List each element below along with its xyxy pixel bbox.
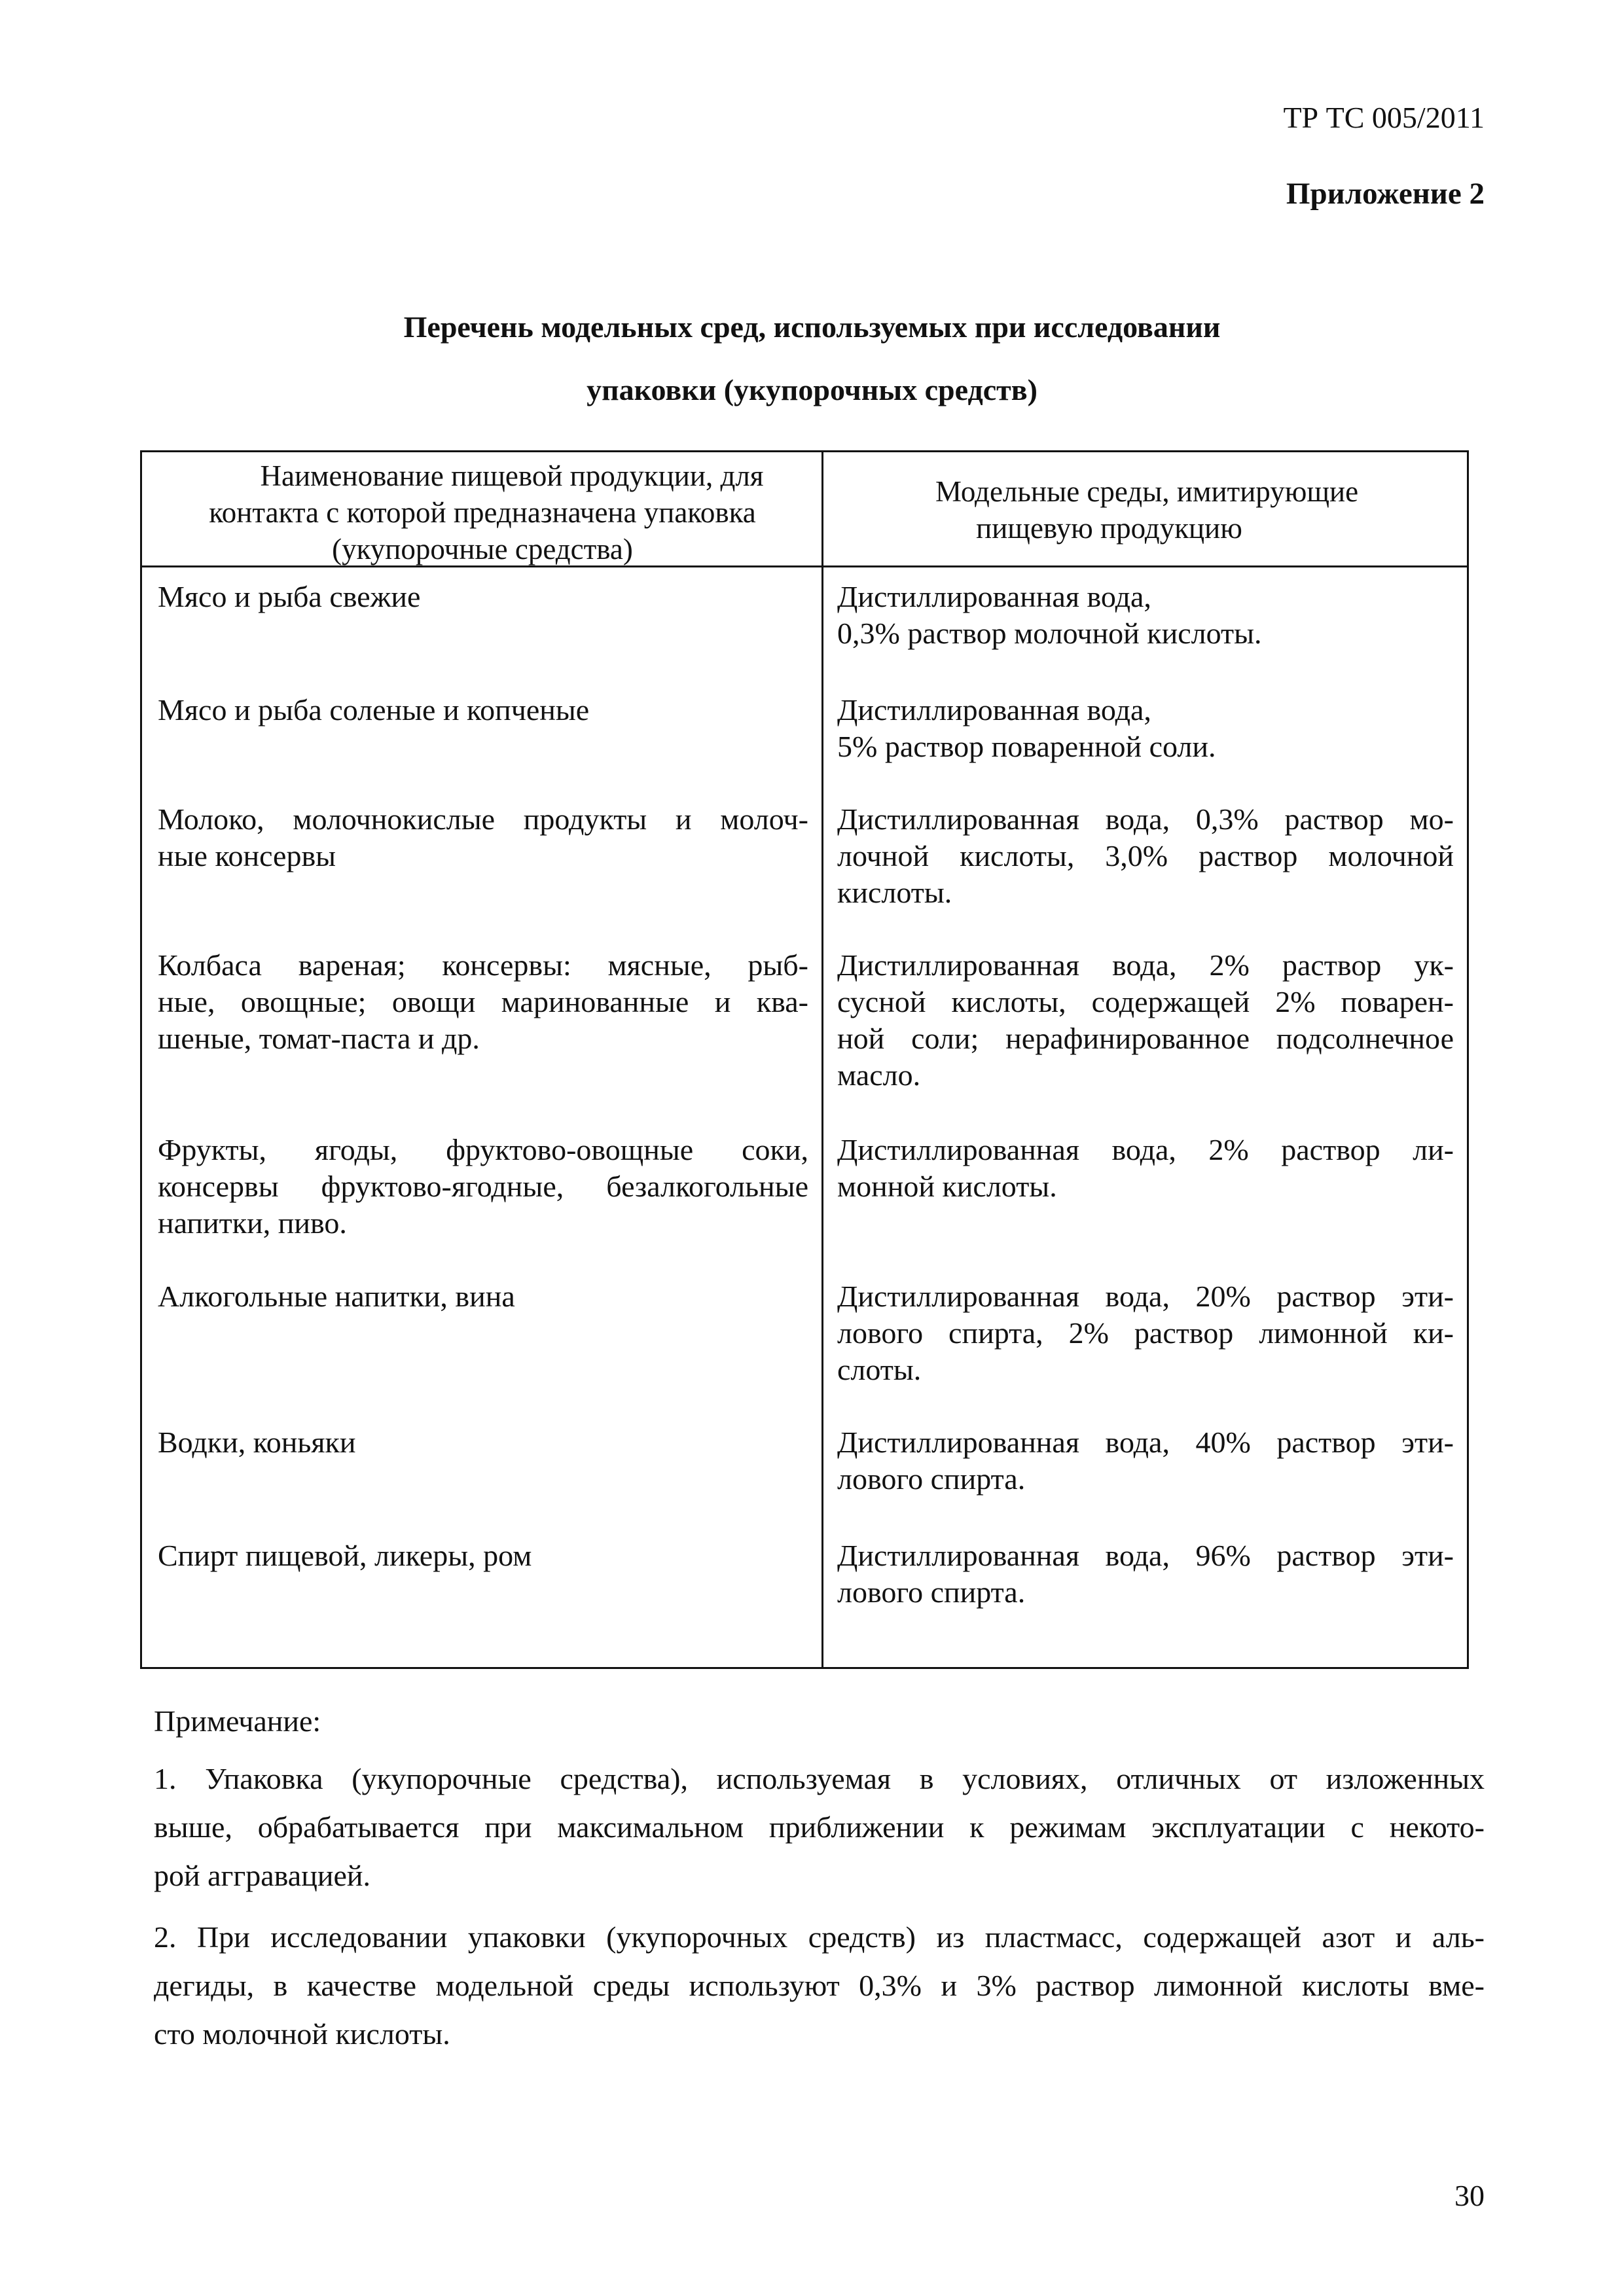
media-line: Дистиллированная вода, bbox=[837, 693, 1151, 726]
media-line: Дистиллированная вода, 0,3% раствор мо- bbox=[837, 802, 1454, 836]
media-cell bbox=[837, 947, 1454, 1094]
media-line: лочной кислоты, 3,0% раствор молочной bbox=[837, 839, 1454, 872]
header-product bbox=[155, 457, 810, 567]
notes-section bbox=[154, 1697, 1485, 2058]
product-cell bbox=[158, 801, 808, 874]
media-line: монной кислоты. bbox=[837, 1170, 1057, 1203]
note-line: рой аггравацией. bbox=[154, 1859, 370, 1892]
note-1 bbox=[154, 1755, 1485, 1900]
product-cell bbox=[158, 1537, 808, 1574]
media-line: лового спирта. bbox=[837, 1575, 1026, 1609]
product-line: Алкогольные напитки, вина bbox=[158, 1280, 515, 1313]
note-2 bbox=[154, 1913, 1485, 2058]
product-line: Спирт пищевой, ликеры, ром bbox=[158, 1539, 532, 1572]
header-product-line: Наименование пищевой продукции, для bbox=[260, 459, 764, 492]
product-line: ные, овощные; овощи маринованные и ква- bbox=[158, 985, 808, 1018]
appendix-label: Приложение 2 bbox=[1286, 177, 1485, 211]
product-cell bbox=[158, 1424, 808, 1461]
header-media bbox=[833, 473, 1461, 547]
product-line: Мясо и рыба свежие bbox=[158, 580, 421, 613]
product-line: Молоко, молочнокислые продукты и молоч- bbox=[158, 802, 808, 836]
media-cell bbox=[837, 1132, 1454, 1205]
media-line: Дистиллированная вода, 20% раствор эти- bbox=[837, 1280, 1454, 1313]
media-cell bbox=[837, 692, 1454, 765]
media-line: ной соли; нерафинированное подсолнечное bbox=[837, 1022, 1454, 1055]
product-line: напитки, пиво. bbox=[158, 1206, 347, 1240]
media-line: Дистиллированная вода, 40% раствор эти- bbox=[837, 1426, 1454, 1459]
media-line: Дистиллированная вода, 2% раствор ук- bbox=[837, 948, 1454, 982]
product-line: Колбаса вареная; консервы: мясные, рыб- bbox=[158, 948, 808, 982]
note-line: 1. Упаковка (укупорочные средства), используемая в условиях, отличных от изложенных bbox=[154, 1762, 1485, 1795]
media-line: сусной кислоты, содержащей 2% поварен- bbox=[837, 985, 1454, 1018]
header-media-line: пищевую продукцию bbox=[976, 512, 1242, 545]
product-line: консервы фруктово-ягодные, безалкогольные bbox=[158, 1170, 808, 1203]
media-line: 5% раствор поваренной соли. bbox=[837, 730, 1216, 763]
header-product-line: (укупорочные средства) bbox=[332, 533, 633, 565]
page-number: 30 bbox=[1454, 2179, 1485, 2212]
document-code: ТР ТС 005/2011 bbox=[1283, 101, 1485, 134]
page-title bbox=[139, 296, 1485, 422]
media-line: Дистиллированная вода, 96% раствор эти- bbox=[837, 1539, 1454, 1572]
note-line: 2. При исследовании упаковки (укупорочных средств) из пластмасс, содержащей азот и аль- bbox=[154, 1920, 1485, 1954]
media-cell bbox=[837, 1537, 1454, 1611]
product-cell bbox=[158, 1132, 808, 1242]
title-line: упаковки (укупорочных средств) bbox=[586, 373, 1038, 406]
media-cell bbox=[837, 801, 1454, 911]
product-line: Мясо и рыба соленые и копченые bbox=[158, 693, 590, 726]
product-line: Водки, коньяки bbox=[158, 1426, 356, 1459]
media-cell bbox=[837, 1278, 1454, 1388]
model-media-table bbox=[140, 450, 1469, 1669]
notes-heading: Примечание: bbox=[154, 1704, 321, 1738]
media-line: кислоты. bbox=[837, 876, 952, 909]
media-line: 0,3% раствор молочной кислоты. bbox=[837, 617, 1262, 650]
product-line: Фрукты, ягоды, фруктово-овощные соки, bbox=[158, 1133, 808, 1166]
media-line: Дистиллированная вода, 2% раствор ли- bbox=[837, 1133, 1454, 1166]
product-line: ные консервы bbox=[158, 839, 336, 872]
product-line: шеные, томат-паста и др. bbox=[158, 1022, 480, 1055]
media-line: лового спирта. bbox=[837, 1462, 1026, 1496]
media-line: лового спирта, 2% раствор лимонной ки- bbox=[837, 1316, 1454, 1350]
header-product-line: контакта с которой предназначена упаковка bbox=[209, 496, 756, 529]
note-line: дегиды, в качестве модельной среды используют 0,3% и 3% раствор лимонной кислоты вме- bbox=[154, 1969, 1485, 2002]
header-media-line: Модельные среды, имитирующие bbox=[935, 475, 1359, 508]
media-line: слоты. bbox=[837, 1353, 922, 1386]
title-line: Перечень модельных сред, используемых при исследовании bbox=[403, 310, 1221, 344]
note-line: выше, обрабатывается при максимальном приближении к режимам эксплуатации с некото- bbox=[154, 1810, 1485, 1844]
media-cell bbox=[837, 579, 1454, 652]
media-cell bbox=[837, 1424, 1454, 1498]
product-cell bbox=[158, 579, 808, 615]
column-divider bbox=[821, 452, 823, 1667]
product-cell bbox=[158, 1278, 808, 1315]
media-line: масло. bbox=[837, 1058, 921, 1092]
note-line: сто молочной кислоты. bbox=[154, 2017, 450, 2051]
product-cell bbox=[158, 947, 808, 1057]
product-cell bbox=[158, 692, 808, 728]
media-line: Дистиллированная вода, bbox=[837, 580, 1151, 613]
